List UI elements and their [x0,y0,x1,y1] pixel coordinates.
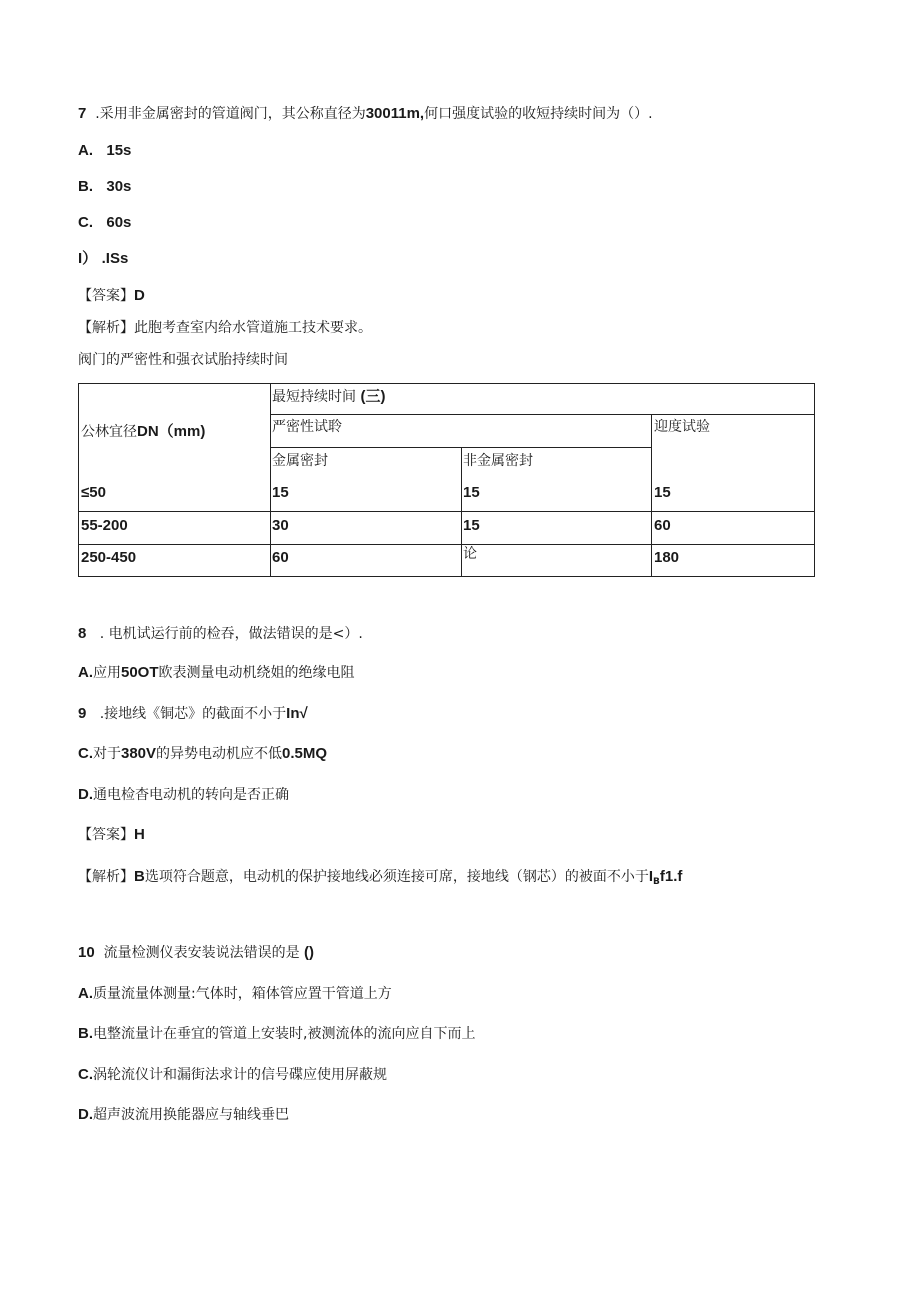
valve-test-table [78,383,815,577]
table-cell-r1-strength: 15 [654,484,671,501]
table-cell-r2-metal: 30 [272,517,289,534]
q10-option-b: B.电整流量计在垂宜的管道上安装时,被测流体的流向应自下而上 [78,1025,476,1042]
header-min-duration: 最短持续时间 (三) [272,388,386,405]
table-cell-r3-dn: 250-450 [81,549,137,566]
q8-option-a: A.应用50OT欧表测量电动机绕姐的绝缘电阻 [78,664,355,681]
table-cell-r2-nonmetal: 15 [463,517,480,534]
q8-analysis: 【解析】B选项符合题意，电动机的保护接地线必须连接可席，接地线（钢芯）的被面不小于$I_Bf1.f$ [78,868,683,887]
table-cell-r3-nonmetal: 论 [463,546,477,562]
q8-option-d: D.通电检杳电动机的转向是否正确 [78,786,289,803]
header-strength-test: 迎度试验 [654,419,710,435]
q8-option-c: C.对于380V的异势电动机应不低0.5MQ [78,745,328,762]
table-cell-r2-strength: 60 [654,517,671,534]
table-caption: 阀门的严密性和强衣试胎持续时间 [78,352,288,368]
table-cell-r1-nonmetal: 15 [463,484,480,501]
table-cell-r1-metal: 15 [272,484,289,501]
table-cell-r1-dn: ≤50 [81,484,106,501]
q10-option-d: D.超声波流用换能器应与轴线垂巴 [78,1106,289,1123]
header-tightness-test: 严密性试聆 [272,419,342,435]
table-cell-r2-dn: 55-200 [81,517,128,534]
q7-option-a: A. 15s [78,142,132,159]
q7-option-d: I） .ISs [78,250,129,267]
header-nonmetal-seal: 非金属密封 [463,453,533,469]
q10-stem: 10 流量检测仪表安装说法错误的是 () [78,944,315,961]
q7-option-c: C. 60s [78,214,132,231]
q8-answer: 【答案】H [78,826,145,843]
table-cell-r3-metal: 60 [272,549,289,566]
q8-stem: 8 . 电机试运行前的检吞，做法错误的是<）. [78,625,363,642]
q10-option-a: A.质量流量体测量:气体时，箱体管应置干管道上方 [78,985,392,1002]
table-cell-r3-strength: 180 [654,549,680,566]
header-nominal-diameter: 公林宜径DN（mm) [81,423,206,440]
q10-option-c: C.涡轮流仪计和漏街法求计的信号碟应使用屏蔽规 [78,1066,387,1083]
q7-analysis: 【解析】此胞考查室内给水管道施工技术要求。 [78,320,372,336]
q7-answer: 【答案】D [78,287,145,304]
q8-option-b: 9 .接地线《铜芯》的截面不小于In√ [78,705,308,722]
q7-stem: 7 .采用非金属密封的管道阀门，其公称直径为30011m,何口强度试验的收短持续时间为（）. [78,105,653,122]
q7-option-b: B. 30s [78,178,132,195]
header-metal-seal: 金属密封 [272,453,328,469]
